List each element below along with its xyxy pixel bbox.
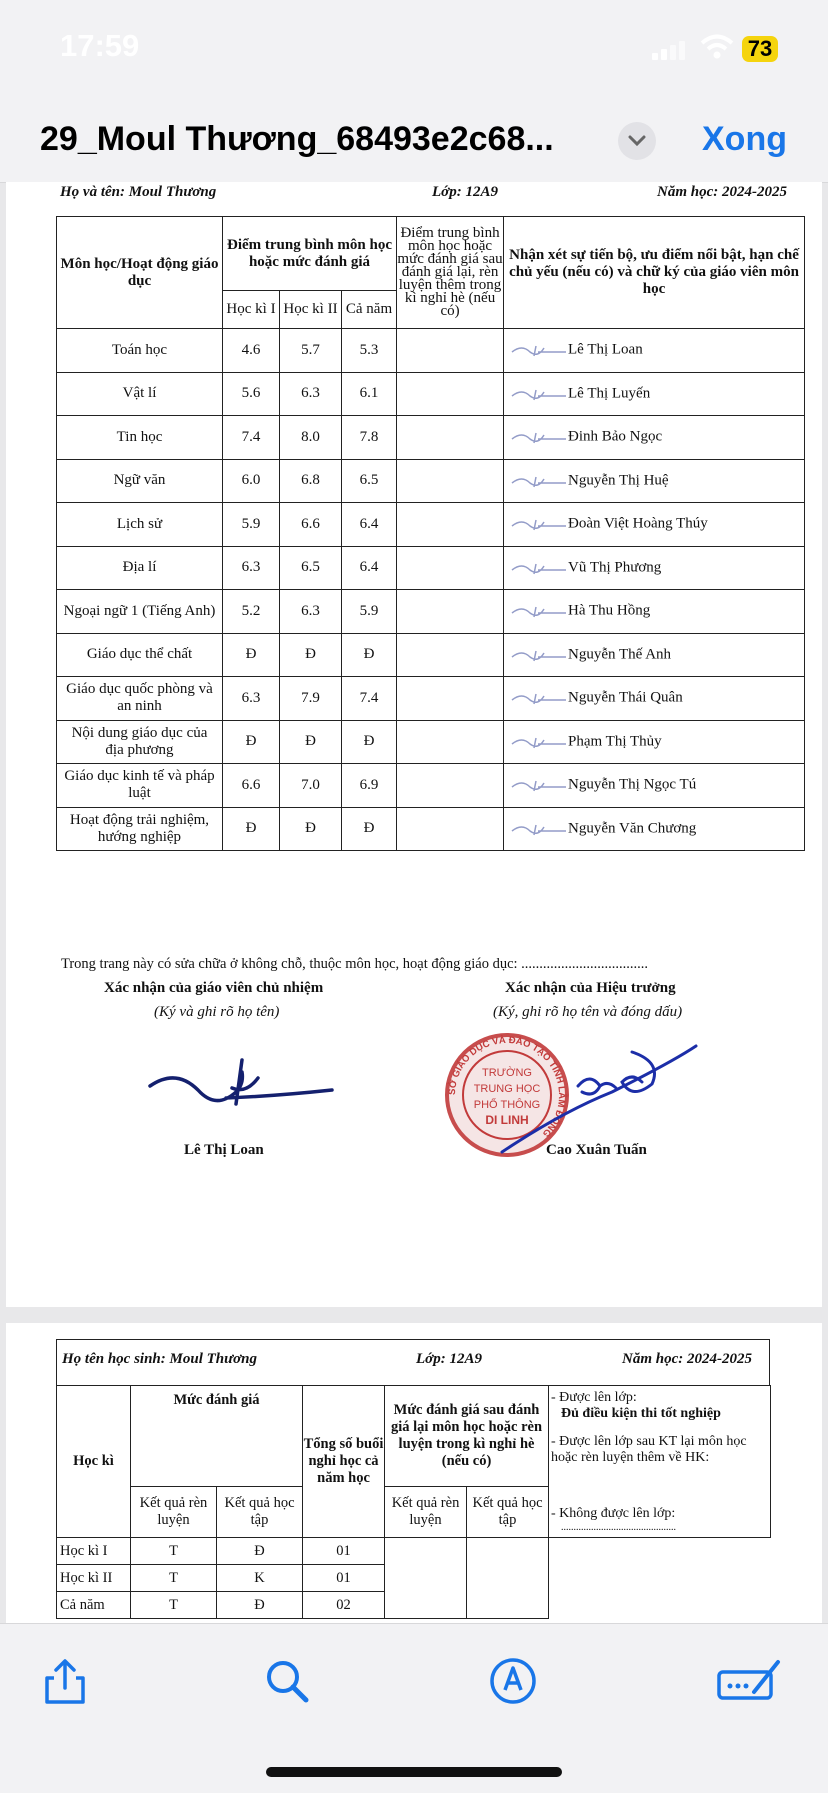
term-name: Cả năm [57,1592,131,1619]
teacher-cell [504,720,805,764]
subject-name: Giáo dục kinh tế và pháp luật [57,764,223,808]
grade-row [57,590,805,634]
search-icon[interactable] [262,1656,312,1706]
done-button[interactable]: Xong [702,120,787,158]
summary-header-conduct: Kết quả rèn luyện [131,1487,217,1538]
grade-row [57,807,805,851]
promotion-line2: - Được lên lớp sau KT lại môn học hoặc rèn luyện thêm về HK: [551,1434,747,1465]
teacher-cell [504,590,805,634]
teacher-signature [508,471,568,491]
score-hk2: 6.6 [280,503,342,547]
document-page-2 [6,1323,822,1623]
principal-name: Cao Xuân Tuấn [546,1142,647,1158]
correction-note: Trong trang này có sửa chữa ở không chỗ, thuộc môn học, hoạt động giáo dục: ................................... [61,956,649,972]
grade-row [57,329,805,373]
absent-sessions: 01 [303,1538,385,1565]
score-year: 6.4 [342,546,397,590]
score-year: 6.4 [342,503,397,547]
score-year: 6.1 [342,372,397,416]
term-name: Học kì II [57,1565,131,1592]
markup-icon[interactable] [488,1656,538,1706]
teacher-name: Vũ Thị Phương [568,559,662,576]
teacher-cell [504,329,805,373]
page2-class: Lớp: 12A9 [416,1351,482,1367]
teacher-name: Nguyễn Thị Huệ [568,472,669,489]
teacher-cell [504,677,805,721]
reeval-score [397,633,504,677]
stamp-line2: TRUNG HỌC [473,1083,541,1095]
summary-header-level: Mức đánh giá [131,1386,303,1487]
reeval-score [397,677,504,721]
teacher-cell [504,807,805,851]
document-title: 29_Moul Thương_68493e2c68... [40,120,554,158]
reeval-score [397,329,504,373]
score-year: 6.5 [342,459,397,503]
school-year: Năm học: 2024-2025 [657,184,787,200]
title-menu-button[interactable] [618,122,656,160]
class-label: Lớp: 12A9 [432,184,498,200]
home-indicator[interactable] [266,1767,562,1777]
summary-header-study: Kết quả học tập [217,1487,303,1538]
header-subject: Môn học/Hoạt động giáo dục [57,217,223,329]
study-result: Đ [217,1592,303,1619]
reeval-score [397,416,504,460]
score-year: 6.9 [342,764,397,808]
promotion-line3: - Không được lên lớp: [551,1506,676,1521]
teacher-name: Nguyễn Thị Ngọc Tú [568,776,697,793]
principal-caption: Xác nhận của Hiệu trưởng [505,980,676,996]
battery-indicator: 73 [742,36,778,62]
absent-sessions: 01 [303,1565,385,1592]
score-hk1: 6.3 [223,546,280,590]
promotion-dots: .............................................. [561,1522,677,1533]
score-hk2: Đ [280,807,342,851]
teacher-signature [508,645,568,665]
score-hk1: 4.6 [223,329,280,373]
score-hk1: 5.9 [223,503,280,547]
homeroom-signature [146,1048,336,1128]
grades-table [56,216,805,851]
grade-row [57,459,805,503]
subject-name: Tin học [57,416,223,460]
reeval-score [397,764,504,808]
score-hk2: 8.0 [280,416,342,460]
score-hk2: 6.8 [280,459,342,503]
summary-header-sessions: Tổng số buổi nghỉ học cả năm học [303,1386,385,1538]
principal-signature [482,1022,702,1162]
reeval-score [397,503,504,547]
score-hk2: 5.7 [280,329,342,373]
subject-name: Ngữ văn [57,459,223,503]
teacher-signature [508,775,568,795]
score-year: 5.9 [342,590,397,634]
header-year: Cả năm [342,291,397,329]
conduct-result: T [131,1565,217,1592]
stamp-line1: TRƯỜNG [482,1067,532,1079]
grade-row [57,416,805,460]
score-hk2: Đ [280,633,342,677]
teacher-name: Hà Thu Hồng [568,602,651,619]
score-hk2: 7.9 [280,677,342,721]
score-hk1: 6.6 [223,764,280,808]
grade-row [57,546,805,590]
grade-row [57,677,805,721]
after-study [467,1538,549,1619]
teacher-signature [508,340,568,360]
study-result: Đ [217,1538,303,1565]
summary-row [57,1538,771,1565]
score-year: 5.3 [342,329,397,373]
header-hk2: Học kì II [280,291,342,329]
status-time: 17:59 [60,28,140,63]
header-comment: Nhận xét sự tiến bộ, ưu điểm nổi bật, hạn chế chủ yếu (nếu có) và chữ ký của giáo viên môn học [504,217,805,329]
page2-school-year: Năm học: 2024-2025 [622,1351,752,1367]
reeval-score [397,372,504,416]
stamp-ring-text: SỞ GIÁO DỤC VÀ ĐÀO TẠO TỈNH LÂM ĐỒNG [446,1034,568,1140]
score-hk2: 6.3 [280,372,342,416]
score-hk1: Đ [223,807,280,851]
page2-student-name: Họ tên học sinh: Moul Thương [62,1351,257,1367]
grade-row [57,633,805,677]
homeroom-subcaption: (Ký và ghi rõ họ tên) [154,1004,280,1020]
subject-name: Toán học [57,329,223,373]
promotion-line1: - Được lên lớp: [551,1390,637,1405]
document-page-1 [6,182,822,1307]
document-nav-bar [0,100,828,183]
study-result: K [217,1565,303,1592]
after-conduct [385,1538,467,1619]
teacher-cell [504,546,805,590]
reeval-score [397,720,504,764]
score-hk2: 7.0 [280,764,342,808]
teacher-signature [508,514,568,534]
header-hk1: Học kì I [223,291,280,329]
teacher-name: Đinh Bảo Ngọc [568,428,663,445]
term-name: Học kì I [57,1538,131,1565]
summary-header-after: Mức đánh giá sau đánh giá lại môn học hoặc rèn luyện trong kì nghỉ hè (nếu có) [385,1386,549,1487]
subject-name: Giáo dục thể chất [57,633,223,677]
absent-sessions: 02 [303,1592,385,1619]
teacher-cell [504,372,805,416]
score-hk1: 7.4 [223,416,280,460]
stamp-line3: PHỔ THÔNG [473,1099,541,1111]
grade-row [57,503,805,547]
summary-header-after-conduct: Kết quả rèn luyện [385,1487,467,1538]
reeval-score [397,590,504,634]
teacher-cell [504,416,805,460]
score-hk2: 6.3 [280,590,342,634]
score-hk1: Đ [223,720,280,764]
subject-name: Giáo dục quốc phòng và an ninh [57,677,223,721]
teacher-signature [508,688,568,708]
header-reevaluation: Điểm trung bình môn học hoặc mức đánh giá sau đánh giá lại, rèn luyện thêm trong kì nghỉ hè (nếu có) [397,217,504,329]
stamp-line4: DI LINH [485,1113,529,1127]
score-hk1: 6.0 [223,459,280,503]
chevron-down-icon [628,135,646,147]
score-hk1: 5.6 [223,372,280,416]
form-fill-icon[interactable] [716,1656,782,1706]
status-bar [0,0,828,100]
cellular-signal-icon [652,40,686,60]
teacher-name: Nguyễn Văn Chương [568,820,697,837]
score-hk1: 5.2 [223,590,280,634]
promotion-eligibility: Đủ điều kiện thi tốt nghiệp [561,1406,721,1421]
teacher-name: Lê Thị Loan [568,341,643,358]
conduct-result: T [131,1538,217,1565]
teacher-cell [504,459,805,503]
subject-name: Lịch sử [57,503,223,547]
subject-name: Hoạt động trải nghiệm, hướng nghiệp [57,807,223,851]
score-year: Đ [342,720,397,764]
grade-row [57,372,805,416]
student-name: Họ và tên: Moul Thương [60,184,217,200]
reeval-score [397,546,504,590]
score-year: Đ [342,807,397,851]
teacher-cell [504,503,805,547]
teacher-signature [508,601,568,621]
wifi-icon [700,34,734,60]
subject-name: Nội dung giáo dục của địa phương [57,720,223,764]
teacher-signature [508,558,568,578]
teacher-name: Nguyễn Thái Quân [568,689,683,706]
score-hk2: 6.5 [280,546,342,590]
grade-row [57,720,805,764]
homeroom-name: Lê Thị Loan [184,1142,264,1158]
teacher-signature [508,427,568,447]
score-year: Đ [342,633,397,677]
score-hk2: Đ [280,720,342,764]
teacher-signature [508,819,568,839]
teacher-name: Đoàn Việt Hoàng Thúy [568,515,708,532]
promotion-cell [549,1386,771,1538]
score-hk1: 6.3 [223,677,280,721]
subject-name: Ngoại ngữ 1 (Tiếng Anh) [57,590,223,634]
summary-table [56,1385,771,1619]
teacher-cell [504,764,805,808]
score-hk1: Đ [223,633,280,677]
teacher-cell [504,633,805,677]
principal-subcaption: (Ký, ghi rõ họ tên và đóng dấu) [493,1004,683,1020]
teacher-signature [508,732,568,752]
score-year: 7.8 [342,416,397,460]
header-average: Điểm trung bình môn học hoặc mức đánh giá [223,217,397,291]
subject-name: Vật lí [57,372,223,416]
grade-row [57,764,805,808]
summary-header-term: Học kì [57,1386,131,1538]
teacher-name: Lê Thị Luyến [568,385,651,402]
score-year: 7.4 [342,677,397,721]
summary-header-after-study: Kết quả học tập [467,1487,549,1538]
conduct-result: T [131,1592,217,1619]
teacher-name: Nguyễn Thế Anh [568,646,672,663]
subject-name: Địa lí [57,546,223,590]
homeroom-caption: Xác nhận của giáo viên chủ nhiệm [104,980,324,996]
share-icon[interactable] [40,1656,90,1706]
teacher-name: Phạm Thị Thủy [568,733,662,750]
reeval-score [397,807,504,851]
teacher-signature [508,384,568,404]
reeval-score [397,459,504,503]
